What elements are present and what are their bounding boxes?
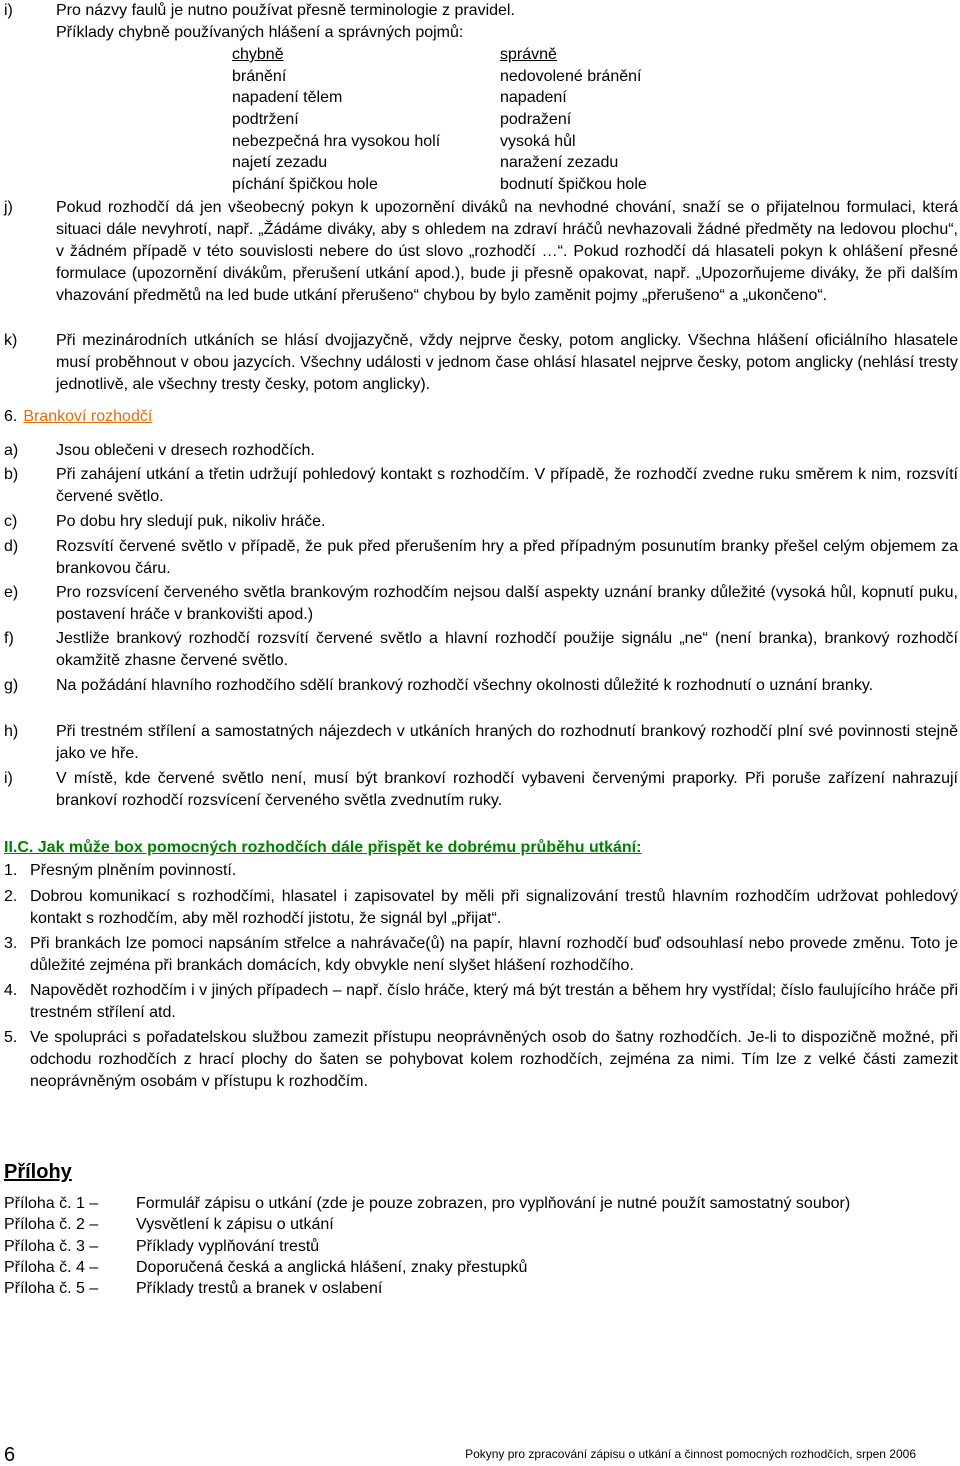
- item-text: Na požádání hlavního rozhodčího sdělí brankový rozhodčí všechny okolnosti důležité k rozhodnutí o uznání branky.: [56, 677, 874, 694]
- term-wrong: bránění: [232, 67, 287, 85]
- terms-row: [232, 66, 712, 88]
- term-right: naražení zezadu: [500, 154, 619, 172]
- attachments-heading: Přílohy: [4, 1161, 72, 1183]
- item-text: Při zahájení utkání a třetin udržují pohledový kontakt s rozhodčím. V případě, že rozhodčí zvedne ruku směrem k nim, rozsvítí červené světlo.: [56, 466, 958, 505]
- term-wrong: napadení tělem: [232, 89, 343, 107]
- attachment-item: [0, 1193, 958, 1215]
- item-text: Pokud rozhodčí dá jen všeobecný pokyn k upozornění diváků na nevhodné chování, snaží se o přijatelnou formulaci, která situaci dále nevyhrotí, např. „Žádáme diváky, aby s ohledem na zdraví hráčů nevhazovali žádné předměty na ledovou plochu“, v žádném případě v této souvislosti nebere do úst slovo „rozhodčí …“. Pokud rozhodčí dá hlasateli pokyn k ohlášení přesné formulace (upozornění divákům, přerušení utkání apod.), bude ji přesně opakovat, např. „Upozorňujeme diváky, že při dalším vhazování předmětů na led bude utkání přerušeno“ chybou by bylo zaměnit pojmy „přerušeno“ a „ukončeno“.: [56, 199, 958, 304]
- item-text: Jsou oblečeni v dresech rozhodčích.: [56, 442, 315, 459]
- item-text: Pro rozsvícení červeného světla brankovým rozhodčím nejsou další aspekty uznání branky důležité (vysoká hůl, kopnutí puku, postavení hráče v brankovišti apod.): [56, 584, 958, 623]
- term-wrong: nebezpečná hra vysokou holí: [232, 132, 441, 150]
- attachment-text: Příklady vyplňování trestů: [136, 1238, 320, 1255]
- terms-row: [232, 131, 712, 153]
- item-text: Při mezinárodních utkáních se hlásí dvojjazyčně, vždy nejprve česky, potom anglicky. Všechna hlášení oficiálního hlasatele musí proběhnout v obou jazycích. Všechny události v jednom čase ohlásí hlasatel nejprve česky, potom anglicky (nehlásí tresty jednotlivě, ale všechny tresty česky, potom anglicky).: [56, 332, 958, 393]
- section-number: 6.: [4, 408, 18, 425]
- item-label: e): [4, 584, 19, 601]
- term-right: podražení: [500, 111, 572, 129]
- attachment-ref: Příloha č. 3 –: [4, 1238, 99, 1255]
- item-text: Jestliže brankový rozhodčí rozsvítí červené světlo a hlavní rozhodčí použije signálu „ne“ (není branka), brankový rozhodčí okamžitě zhasne červené světlo.: [56, 630, 958, 669]
- term-right: vysoká hůl: [500, 132, 576, 150]
- item-label: k): [4, 332, 18, 349]
- footer-text: Pokyny pro zpracování zápisu o utkání a činnost pomocných rozhodčích, srpen 2006: [465, 1447, 916, 1461]
- item-label: d): [4, 538, 19, 555]
- item-label: i): [4, 2, 13, 19]
- item-text: Napovědět rozhodčím i v jiných případech – např. číslo hráče, který má být trestán a během hry vystřídal; číslo faulujícího hráče při trestném střílení atd.: [30, 982, 958, 1021]
- section-6-heading: [4, 406, 152, 428]
- item-text: Při trestném střílení a samostatných nájezdech v utkáních hraných do rozhodnutí brankový rozhodčí plní své povinnosti stejně jako ve hře.: [56, 723, 958, 762]
- attachment-item: [0, 1278, 958, 1300]
- item-number: 4.: [4, 982, 18, 999]
- item-number: 5.: [4, 1029, 18, 1046]
- attachment-item: [0, 1257, 958, 1279]
- attachment-item: [0, 1214, 958, 1236]
- item-label: j): [4, 199, 13, 216]
- term-wrong: podtržení: [232, 111, 299, 129]
- terms-table: [232, 44, 712, 196]
- header-right: správně: [500, 46, 557, 63]
- terms-row: [232, 152, 712, 174]
- attachment-text: Příklady trestů a branek v oslabení: [136, 1280, 383, 1297]
- attachment-item: [0, 1236, 958, 1258]
- term-right: nedovolené bránění: [500, 67, 642, 85]
- terms-row: [232, 109, 712, 131]
- item-text: Ve spolupráci s pořadatelskou službou zamezit přístupu neoprávněných osob do šatny rozhodčích. Je-li to dispozičně možné, při odchodu rozhodčích z hrací plochy do šaten se pohybovat kolem rozhodčích, zejména za nimi. Tím lze z velké části zamezit neoprávněným osobám v přístupu k rozhodčím.: [30, 1029, 958, 1090]
- term-wrong: najetí zezadu: [232, 154, 328, 172]
- item-text: V místě, kde červené světlo není, musí být brankoví rozhodčí vybaveni červenými praporky. Při poruše zařízení nahrazují brankoví rozhodčí rozsvícení červeného světla zvednutím ruky.: [56, 770, 958, 809]
- term-wrong: píchání špičkou hole: [232, 176, 378, 194]
- item-number: 3.: [4, 935, 18, 952]
- attachment-ref: Příloha č. 2 –: [4, 1216, 99, 1233]
- item-label: a): [4, 442, 19, 459]
- item-number: 2.: [4, 888, 18, 905]
- item-label: c): [4, 513, 18, 530]
- item-label: i): [4, 770, 13, 787]
- item-label: b): [4, 466, 19, 483]
- item-label: f): [4, 630, 14, 647]
- item-text: Přesným plněním povinností.: [30, 862, 237, 879]
- item-text: Rozsvítí červené světlo v případě, že puk před přerušením hry a před případným posunutím branky přešel celým objemem za brankovou čáru.: [56, 538, 958, 577]
- section-iic-heading: II.C. Jak může box pomocných rozhodčích dále přispět ke dobrému průběhu utkání:: [4, 839, 642, 856]
- term-right: bodnutí špičkou hole: [500, 176, 647, 194]
- attachment-ref: Příloha č. 1 –: [4, 1195, 99, 1212]
- section-title: Brankoví rozhodčí: [23, 408, 153, 425]
- item-label: h): [4, 723, 19, 740]
- item-text: Dobrou komunikací s rozhodčími, hlasatel i zapisovatel by měli při signalizování trestů hlavním rozhodčím udržovat pohledový kontakt s rozhodčím, aby měl rozhodčí jistotu, že signál byl „přijat“.: [30, 888, 958, 927]
- attachment-text: Formulář zápisu o utkání (zde je pouze zobrazen, pro vyplňování je nutné použít samostatný soubor): [136, 1195, 851, 1212]
- terms-header: [232, 44, 712, 66]
- item-text: Po dobu hry sledují puk, nikoliv hráče.: [56, 513, 326, 530]
- item-text: Při brankách lze pomoci napsáním střelce a nahrávače(ů) na papír, hlavní rozhodčí buď odsouhlasí nebo provede změnu. Toto je důležité zejména při brankách domácích, kdy obvykle není slyšet hlášení rozhodčího.: [30, 935, 958, 974]
- item-label: g): [4, 677, 19, 694]
- terms-row: [232, 174, 712, 196]
- item-number: 1.: [4, 862, 18, 879]
- attachment-text: Vysvětlení k zápisu o utkání: [136, 1216, 334, 1233]
- attachment-ref: Příloha č. 4 –: [4, 1259, 99, 1276]
- terms-intro-text: Příklady chybně používaných hlášení a správných pojmů:: [56, 24, 464, 41]
- header-wrong: chybně: [232, 46, 284, 63]
- item-text: Pro názvy faulů je nutno používat přesně terminologie z pravidel.: [56, 2, 515, 19]
- term-right: napadení: [500, 89, 567, 107]
- page-number: 6: [4, 1444, 16, 1466]
- terms-row: [232, 87, 712, 109]
- attachment-text: Doporučená česká a anglická hlášení, znaky přestupků: [136, 1259, 528, 1276]
- attachment-ref: Příloha č. 5 –: [4, 1280, 99, 1297]
